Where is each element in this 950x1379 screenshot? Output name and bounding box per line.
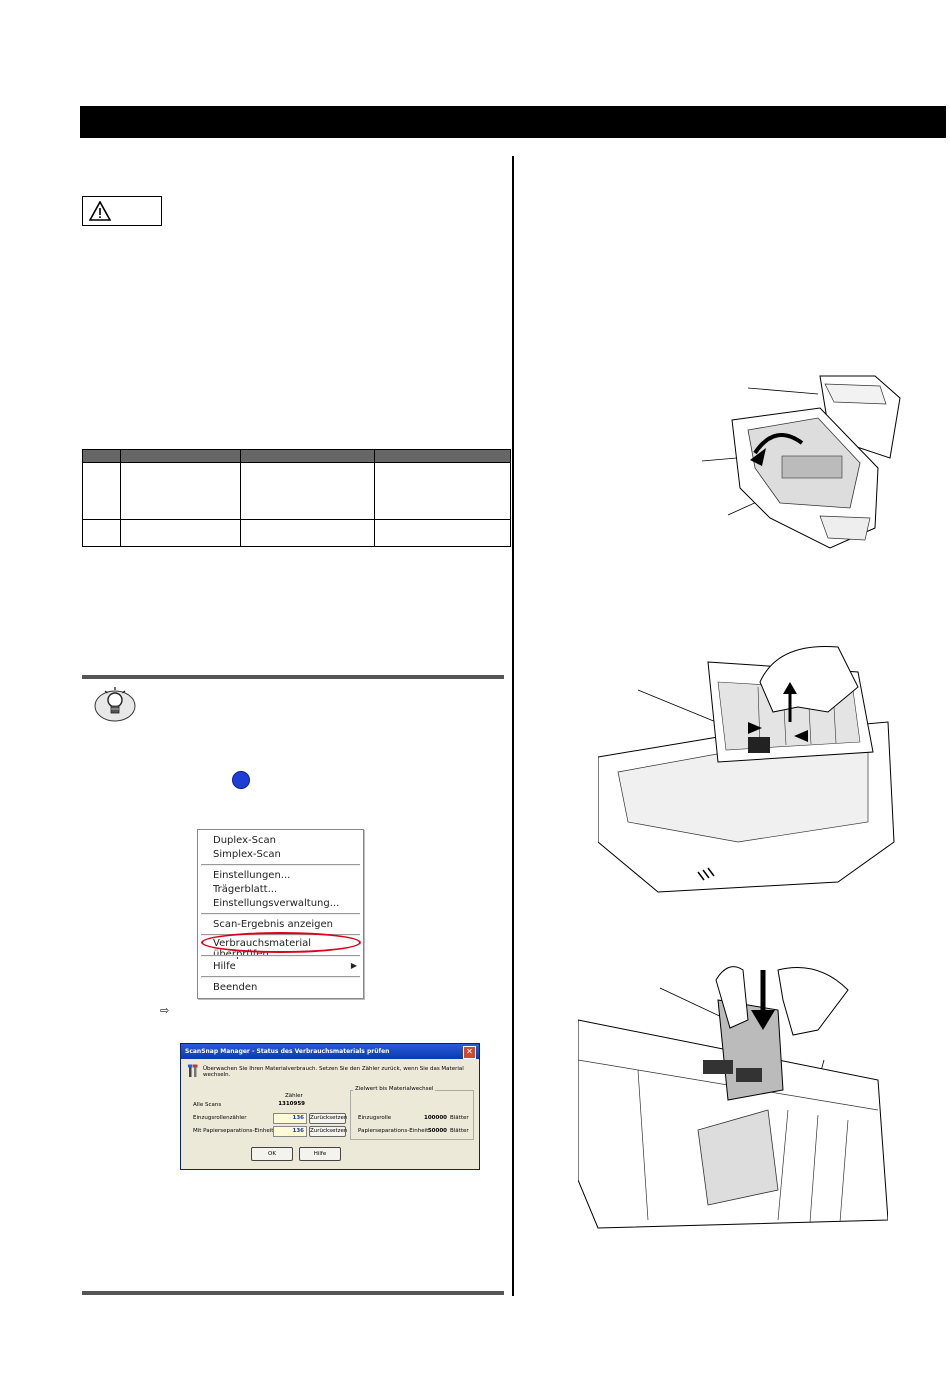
warning-label-box — [82, 196, 162, 226]
table-cell — [121, 520, 241, 547]
menu-item-exit[interactable]: Beenden — [213, 982, 258, 993]
menu-item-duplex-scan[interactable]: Duplex-Scan — [213, 835, 276, 846]
submenu-arrow-icon: ▶ — [350, 961, 357, 970]
table-cell — [241, 463, 375, 520]
counter-header: Zähler — [285, 1093, 303, 1099]
table-row — [83, 463, 511, 520]
table-header-cell — [241, 450, 375, 463]
reset-pad-assy-button[interactable]: Zurücksetzen — [309, 1126, 346, 1137]
all-scans-value: 1310959 — [278, 1101, 305, 1107]
target-pick-roller-label: Einzugsrolle — [358, 1115, 392, 1121]
dialog-info-text: Überwachen Sie Ihren Materialverbrauch. Setzen Sie den Zähler zurück, wenn Sie das Material wechseln. — [203, 1066, 464, 1078]
reset-pick-roller-button[interactable]: Zurücksetzen — [309, 1113, 346, 1124]
menu-item-show-scan-result[interactable]: Scan-Ergebnis anzeigen — [213, 919, 334, 930]
target-pad-assy-unit: Blätter — [450, 1128, 469, 1134]
table-header-cell — [121, 450, 241, 463]
target-pad-assy-label: Papierseparations-Einheit — [358, 1128, 429, 1134]
table-cell — [83, 520, 121, 547]
table-cell — [375, 463, 511, 520]
table-cell — [83, 463, 121, 520]
table-header-cell — [375, 450, 511, 463]
table-cell — [121, 463, 241, 520]
pick-roller-counter-value: 136 — [273, 1113, 307, 1124]
help-button[interactable]: Hilfe — [299, 1147, 341, 1161]
menu-separator — [201, 864, 360, 866]
row-label-pad-assy-counter: Mit Papierseparations-Einheit — [193, 1128, 274, 1134]
outline-right-arrow-icon: ⇨ — [160, 1005, 170, 1017]
hint-top-rule — [82, 675, 504, 679]
section-header-bar — [80, 106, 946, 138]
pad-assy-counter-value: 136 — [273, 1126, 307, 1137]
target-pad-assy-value: 50000 — [427, 1128, 447, 1134]
row-label-all-scans: Alle Scans — [193, 1102, 222, 1108]
menu-item-check-consumables[interactable]: Verbrauchsmaterial — [213, 938, 312, 949]
menu-item-carrier-sheet[interactable]: Trägerblatt... — [213, 884, 278, 895]
scansnap-tray-icon — [232, 771, 250, 789]
ok-button[interactable]: OK — [251, 1147, 293, 1161]
warning-triangle-icon — [89, 201, 111, 221]
target-pick-roller-unit: Blätter — [450, 1115, 469, 1121]
context-menu — [197, 829, 364, 999]
table-cell — [241, 520, 375, 547]
menu-item-help[interactable]: Hilfe — [213, 961, 236, 972]
target-pick-roller-value: 100000 — [424, 1115, 447, 1121]
insert-pad-assy-illustration — [578, 960, 888, 1230]
remove-pad-assy-illustration — [598, 642, 896, 897]
parts-table — [82, 449, 511, 547]
highlight-ellipse — [201, 932, 361, 953]
table-cell — [375, 520, 511, 547]
menu-separator — [201, 913, 360, 915]
lightbulb-hint-icon — [92, 684, 138, 729]
tools-icon — [187, 1064, 199, 1080]
menu-item-settings-management[interactable]: Einstellungsverwaltung... — [213, 898, 340, 909]
menu-separator — [201, 955, 360, 957]
menu-item-simplex-scan[interactable]: Simplex-Scan — [213, 849, 281, 860]
dialog-title: ScanSnap Manager - Status des Verbrauchsmaterials prüfen — [181, 1044, 479, 1059]
hint-bottom-rule — [82, 1291, 504, 1295]
table-header-row — [83, 450, 511, 463]
menu-separator — [201, 976, 360, 978]
column-divider — [512, 156, 514, 1296]
scanner-open-cover-illustration — [700, 368, 905, 553]
target-group-title: Zielwert bis Materialwechsel — [355, 1086, 434, 1092]
close-icon[interactable]: ✕ — [463, 1046, 476, 1059]
menu-item-settings[interactable]: Einstellungen... — [213, 870, 291, 881]
table-row — [83, 520, 511, 547]
consumables-status-dialog — [180, 1043, 480, 1170]
row-label-pick-roller-counter: Einzugsrollenzähler — [193, 1115, 247, 1121]
table-header-cell — [83, 450, 121, 463]
